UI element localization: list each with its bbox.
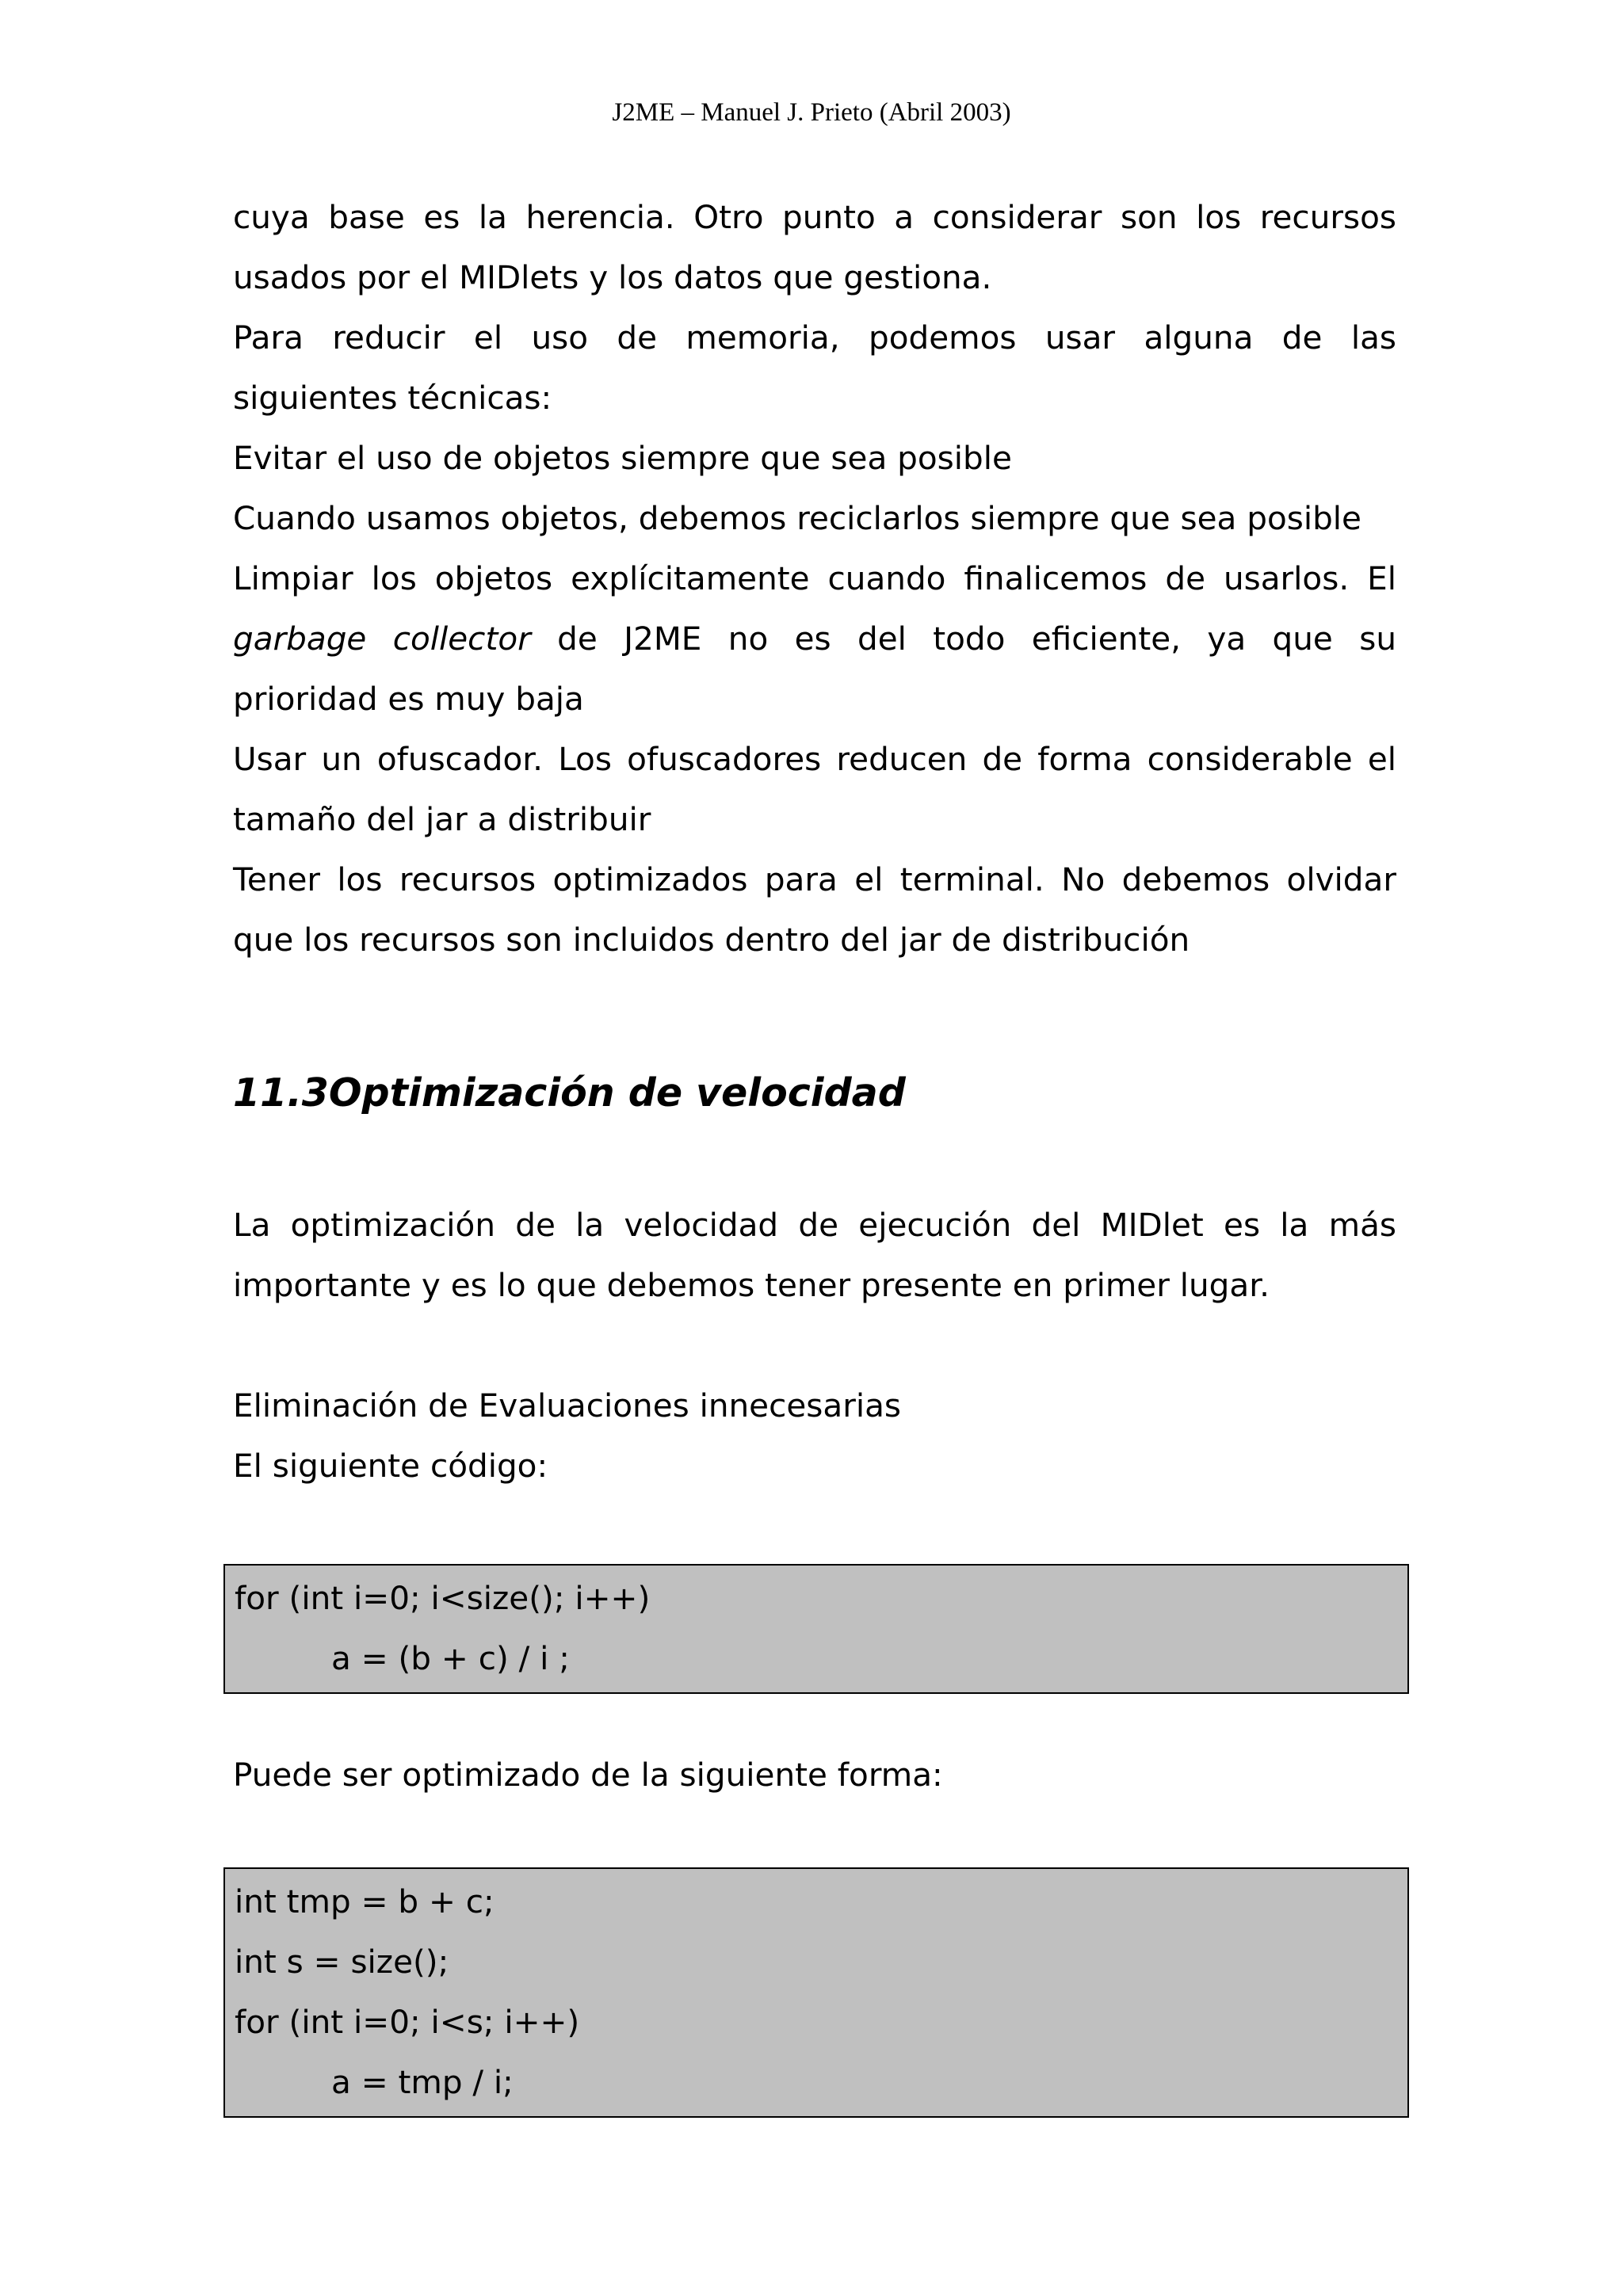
code-block-1-lines bbox=[235, 1568, 1407, 1688]
tail-lines bbox=[233, 669, 1396, 970]
tail-text-line: tamaño del jar a distribuir bbox=[233, 800, 651, 838]
section-title: Optimización de velocidad bbox=[328, 1070, 906, 1116]
page-header: J2ME – Manuel J. Prieto (Abril 2003) bbox=[612, 98, 1011, 127]
elimination-block bbox=[233, 1375, 1396, 1496]
intro-text-line: Para reducir el uso de memoria, podemos usar alguna de las bbox=[233, 318, 1396, 357]
code-line: int s = size(); bbox=[235, 1943, 449, 1981]
code-block-optimized bbox=[223, 1867, 1409, 2118]
tail-text-line: prioridad es muy baja bbox=[233, 680, 584, 718]
code-line: a = (b + c) / i ; bbox=[331, 1639, 570, 1677]
section-number: 11.3 bbox=[233, 1070, 329, 1116]
optimized-intro-text: Puede ser optimizado de la siguiente forma: bbox=[233, 1756, 943, 1794]
intro-paragraph bbox=[233, 187, 1396, 970]
section-heading bbox=[233, 1066, 906, 1121]
code-line: a = tmp / i; bbox=[331, 2063, 514, 2101]
garbage-collector-term: garbage collector bbox=[233, 620, 531, 658]
intro-text-line: cuya base es la herencia. Otro punto a considerar son los recursos bbox=[233, 198, 1396, 236]
velocity-text-line: importante y es lo que debemos tener presente en primer lugar. bbox=[233, 1266, 1270, 1304]
garbage-collector-rest: de J2ME no es del todo eficiente, ya que su bbox=[530, 620, 1396, 658]
intro-text-line: Limpiar los objetos explícitamente cuando finalicemos de usarlos. El bbox=[233, 559, 1396, 597]
optimized-intro-block bbox=[233, 1745, 1396, 1805]
code-line: int tmp = b + c; bbox=[235, 1882, 495, 1920]
tail-text-line: que los recursos son incluidos dentro del jar de distribución bbox=[233, 921, 1190, 959]
code-block-2-lines bbox=[235, 1871, 1407, 2112]
code-intro-text: El siguiente código: bbox=[233, 1447, 548, 1485]
velocity-text-line: La optimización de la velocidad de ejecución del MIDlet es la más bbox=[233, 1206, 1396, 1244]
intro-text-line: siguientes técnicas: bbox=[233, 379, 552, 417]
code-line: for (int i=0; i<s; i++) bbox=[235, 2003, 580, 2041]
intro-text-line: usados por el MIDlets y los datos que gestiona. bbox=[233, 258, 992, 296]
code-block-original bbox=[223, 1564, 1409, 1694]
code-line: for (int i=0; i<size(); i++) bbox=[235, 1579, 651, 1617]
velocity-lines bbox=[233, 1195, 1396, 1315]
intro-text-line: Evitar el uso de objetos siempre que sea posible bbox=[233, 439, 1012, 477]
intro-lines bbox=[233, 187, 1396, 608]
intro-text-line: Cuando usamos objetos, debemos reciclarlos siempre que sea posible bbox=[233, 499, 1361, 537]
velocity-paragraph bbox=[233, 1195, 1396, 1315]
tail-text-line: Usar un ofuscador. Los ofuscadores reducen de forma considerable el bbox=[233, 740, 1396, 778]
elimination-subheading: Eliminación de Evaluaciones innecesarias bbox=[233, 1386, 902, 1425]
tail-text-line: Tener los recursos optimizados para el terminal. No debemos olvidar bbox=[233, 860, 1396, 898]
garbage-collector-line bbox=[233, 608, 1396, 669]
